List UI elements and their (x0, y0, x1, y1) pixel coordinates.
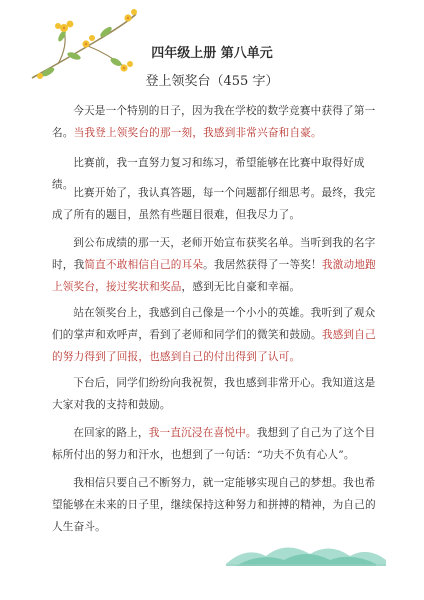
paragraph-7: 在回家的路上，我一直沉浸在喜悦中。我想到了自己为了这个目标所付出的努力和汗水，也想到了一句话：“功夫不负有心人”。 (52, 427, 376, 461)
paragraph-5: 站在领奖台上，我感到自己像是一个小小的英雄。我听到了观众们的掌声和欢呼声，看到了老师和同学们的微笑和鼓励。我感到自己的努力得到了回报，也感到自己的付出得到了认可。 (52, 307, 376, 363)
hills-decoration (226, 536, 386, 566)
paragraph-2: 比赛前，我一直努力复习和练习，希望能够在比赛中取得好成绩。 (52, 157, 365, 191)
page-title: 四年级上册 第八单元 (151, 46, 273, 61)
paragraph-1: 今天是一个特别的日子，因为我在学校的数学竞赛中获得了第一名。当我登上领奖台的那一刻，我感到非常兴奋和自豪。 (52, 105, 376, 139)
paragraph-8: 我相信只要自己不断努力，就一定能够实现自己的梦想。我也希望能够在未来的日子里，继续保持这种努力和拼搏的精神，为自己的人生奋斗。 (52, 477, 376, 533)
paragraph-3: 比赛开始了，我认真答题，每一个问题都仔细思考。最终，我完成了所有的题目，虽然有些题目很难，但我尽力了。 (52, 187, 376, 221)
paragraph-6: 下台后，同学们纷纷向我祝贺，我也感到非常开心。我知道这是大家对我的支持和鼓励。 (52, 377, 376, 411)
paragraph-4: 到公布成绩的那一天，老师开始宣布获奖名单。当听到我的名字时，我简直不敢相信自己的耳朵。我居然获得了一等奖！我激动地跑上领奖台，接过奖状和奖品，感到无比自豪和幸福。 (52, 237, 376, 293)
page-subtitle: 登上领奖台（455 字） (145, 74, 279, 89)
